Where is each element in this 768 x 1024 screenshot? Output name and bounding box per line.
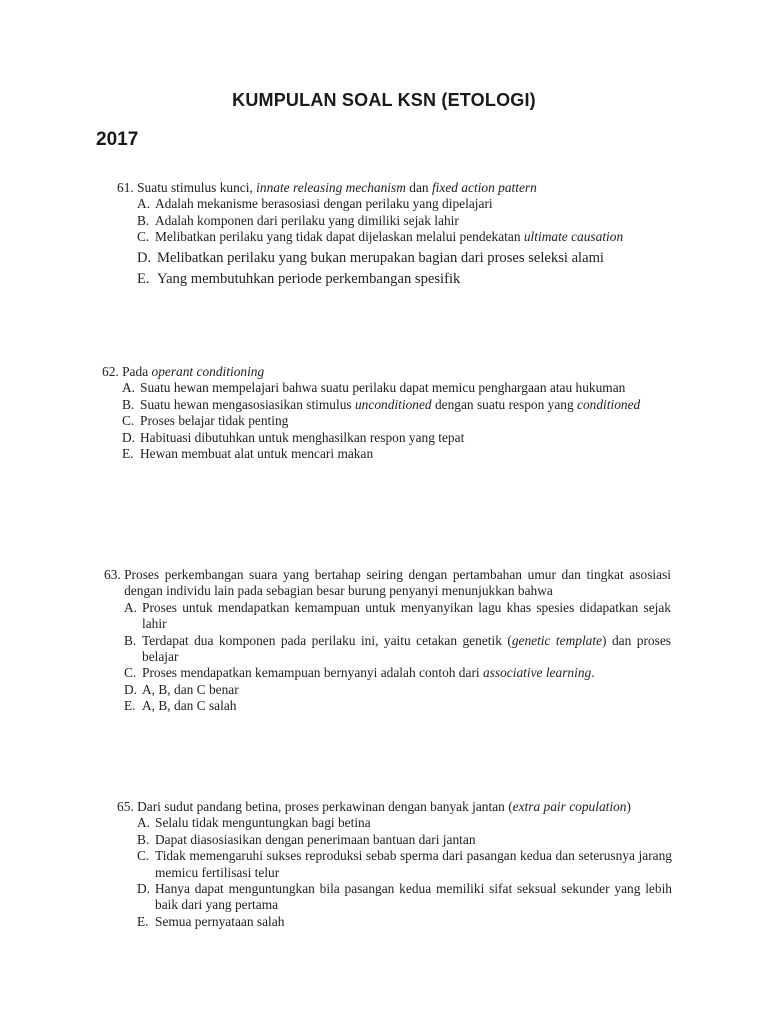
question-stem (104, 567, 671, 600)
option-d (137, 249, 672, 267)
option-e (137, 270, 672, 288)
option-d (124, 682, 671, 698)
option-text: Hewan membuat alat untuk mencari makan (140, 446, 374, 462)
option-letter: B. (122, 396, 135, 412)
question-text: Proses perkembangan suara yang bertahap seiring dengan pertambahan umur dan tingkat asosiasi dengan individu lain pada sebagian besar burung penyanyi menunjukkan bahwa (124, 567, 671, 599)
option-text: Hanya dapat menguntungkan bila pasangan kedua memiliki sifat seksual sekunder yang lebih baik dari yang pertama (155, 881, 672, 913)
option-letter: A. (137, 815, 151, 831)
option-e (122, 446, 672, 462)
option-letter: C. (137, 848, 150, 864)
question-stem (117, 799, 672, 815)
option-text: Suatu hewan mempelajari bahwa suatu perilaku dapat memicu penghargaan atau hukuman (140, 380, 626, 396)
option-text: Selalu tidak menguntungkan bagi betina (155, 815, 371, 831)
option-e (124, 698, 671, 714)
option-text: A, B, dan C benar (142, 681, 239, 697)
question-number: 65. (117, 799, 134, 814)
option-letter: E. (137, 270, 150, 287)
option-text: Melibatkan perilaku yang bukan merupakan bagian dari proses seleksi alami (157, 249, 604, 266)
option-letter: B. (137, 831, 150, 847)
option-text: Adalah mekanisme berasosiasi dengan perilaku yang dipelajari (155, 196, 493, 212)
option-b (137, 213, 672, 229)
option-b (137, 832, 672, 848)
option-e (137, 914, 672, 930)
option-letter: D. (124, 681, 138, 697)
option-text: Dapat diasosiasikan dengan penerimaan bantuan dari jantan (155, 831, 476, 847)
option-a (124, 600, 671, 633)
option-letter: D. (137, 249, 152, 266)
option-letter: C. (124, 665, 137, 681)
question-stem (117, 180, 672, 196)
question-63 (104, 567, 671, 715)
answer-options (117, 815, 672, 930)
question-number: 63. (104, 567, 121, 582)
option-text: Melibatkan perilaku yang tidak dapat dijelaskan melalui pendekatan ultimate causation (155, 229, 624, 245)
option-c (137, 229, 672, 245)
option-text: Adalah komponen dari perilaku yang dimiliki sejak lahir (155, 212, 459, 228)
option-text: Proses untuk mendapatkan kemampuan untuk menyanyikan lagu khas spesies didapatkan sejak lahir (142, 599, 671, 632)
option-letter: A. (137, 196, 151, 212)
option-letter: B. (124, 632, 137, 648)
page-title: KUMPULAN SOAL KSN (ETOLOGI) (232, 90, 536, 110)
question-stem (102, 364, 672, 380)
question-65 (117, 799, 672, 930)
option-a (137, 196, 672, 212)
option-letter: D. (122, 429, 136, 445)
option-letter: E. (137, 913, 149, 929)
option-letter: E. (122, 446, 134, 462)
option-letter: A. (122, 380, 136, 396)
option-text: Tidak memengaruhi sukses reproduksi sebab sperma dari pasangan kedua dan seterusnya jarang memicu fertilisasi telur (155, 848, 672, 880)
answer-options (104, 600, 671, 715)
option-text: Habituasi dibutuhkan untuk menghasilkan respon yang tepat (140, 429, 465, 445)
question-61 (117, 180, 672, 288)
option-text: Suatu hewan mengasosiasikan stimulus unconditioned dengan suatu respon yang conditioned (140, 396, 641, 412)
option-text: Semua pernyataan salah (155, 913, 285, 929)
option-letter: D. (137, 881, 151, 897)
option-c (124, 665, 671, 681)
option-a (122, 380, 672, 396)
option-d (122, 430, 672, 446)
option-b (124, 633, 671, 666)
option-c (137, 848, 672, 881)
year-heading: 2017 (96, 129, 139, 150)
answer-options (102, 380, 672, 462)
option-letter: C. (137, 229, 150, 245)
option-b (122, 397, 672, 413)
question-text: Suatu stimulus kunci, innate releasing mechanism dan fixed action pattern (137, 180, 537, 195)
answer-options (117, 196, 672, 287)
question-number: 62. (102, 364, 119, 379)
option-d (137, 881, 672, 914)
option-letter: A. (124, 599, 138, 615)
option-text: Proses belajar tidak penting (140, 413, 289, 429)
question-text: Pada operant conditioning (122, 364, 265, 379)
option-text: Terdapat dua komponen pada perilaku ini, yaitu cetakan genetik (genetic template) dan proses belajar (142, 632, 671, 665)
option-text: A, B, dan C salah (142, 698, 237, 714)
option-letter: E. (124, 698, 136, 714)
question-62 (102, 364, 672, 462)
option-text: Yang membutuhkan periode perkembangan spesifik (157, 270, 461, 287)
option-text: Proses mendapatkan kemampuan bernyanyi adalah contoh dari associative learning. (142, 665, 595, 681)
question-text: Dari sudut pandang betina, proses perkawinan dengan banyak jantan (extra pair copulation) (137, 799, 631, 814)
option-letter: B. (137, 212, 150, 228)
option-letter: C. (122, 413, 135, 429)
option-c (122, 413, 672, 429)
question-number: 61. (117, 180, 134, 195)
option-a (137, 815, 672, 831)
